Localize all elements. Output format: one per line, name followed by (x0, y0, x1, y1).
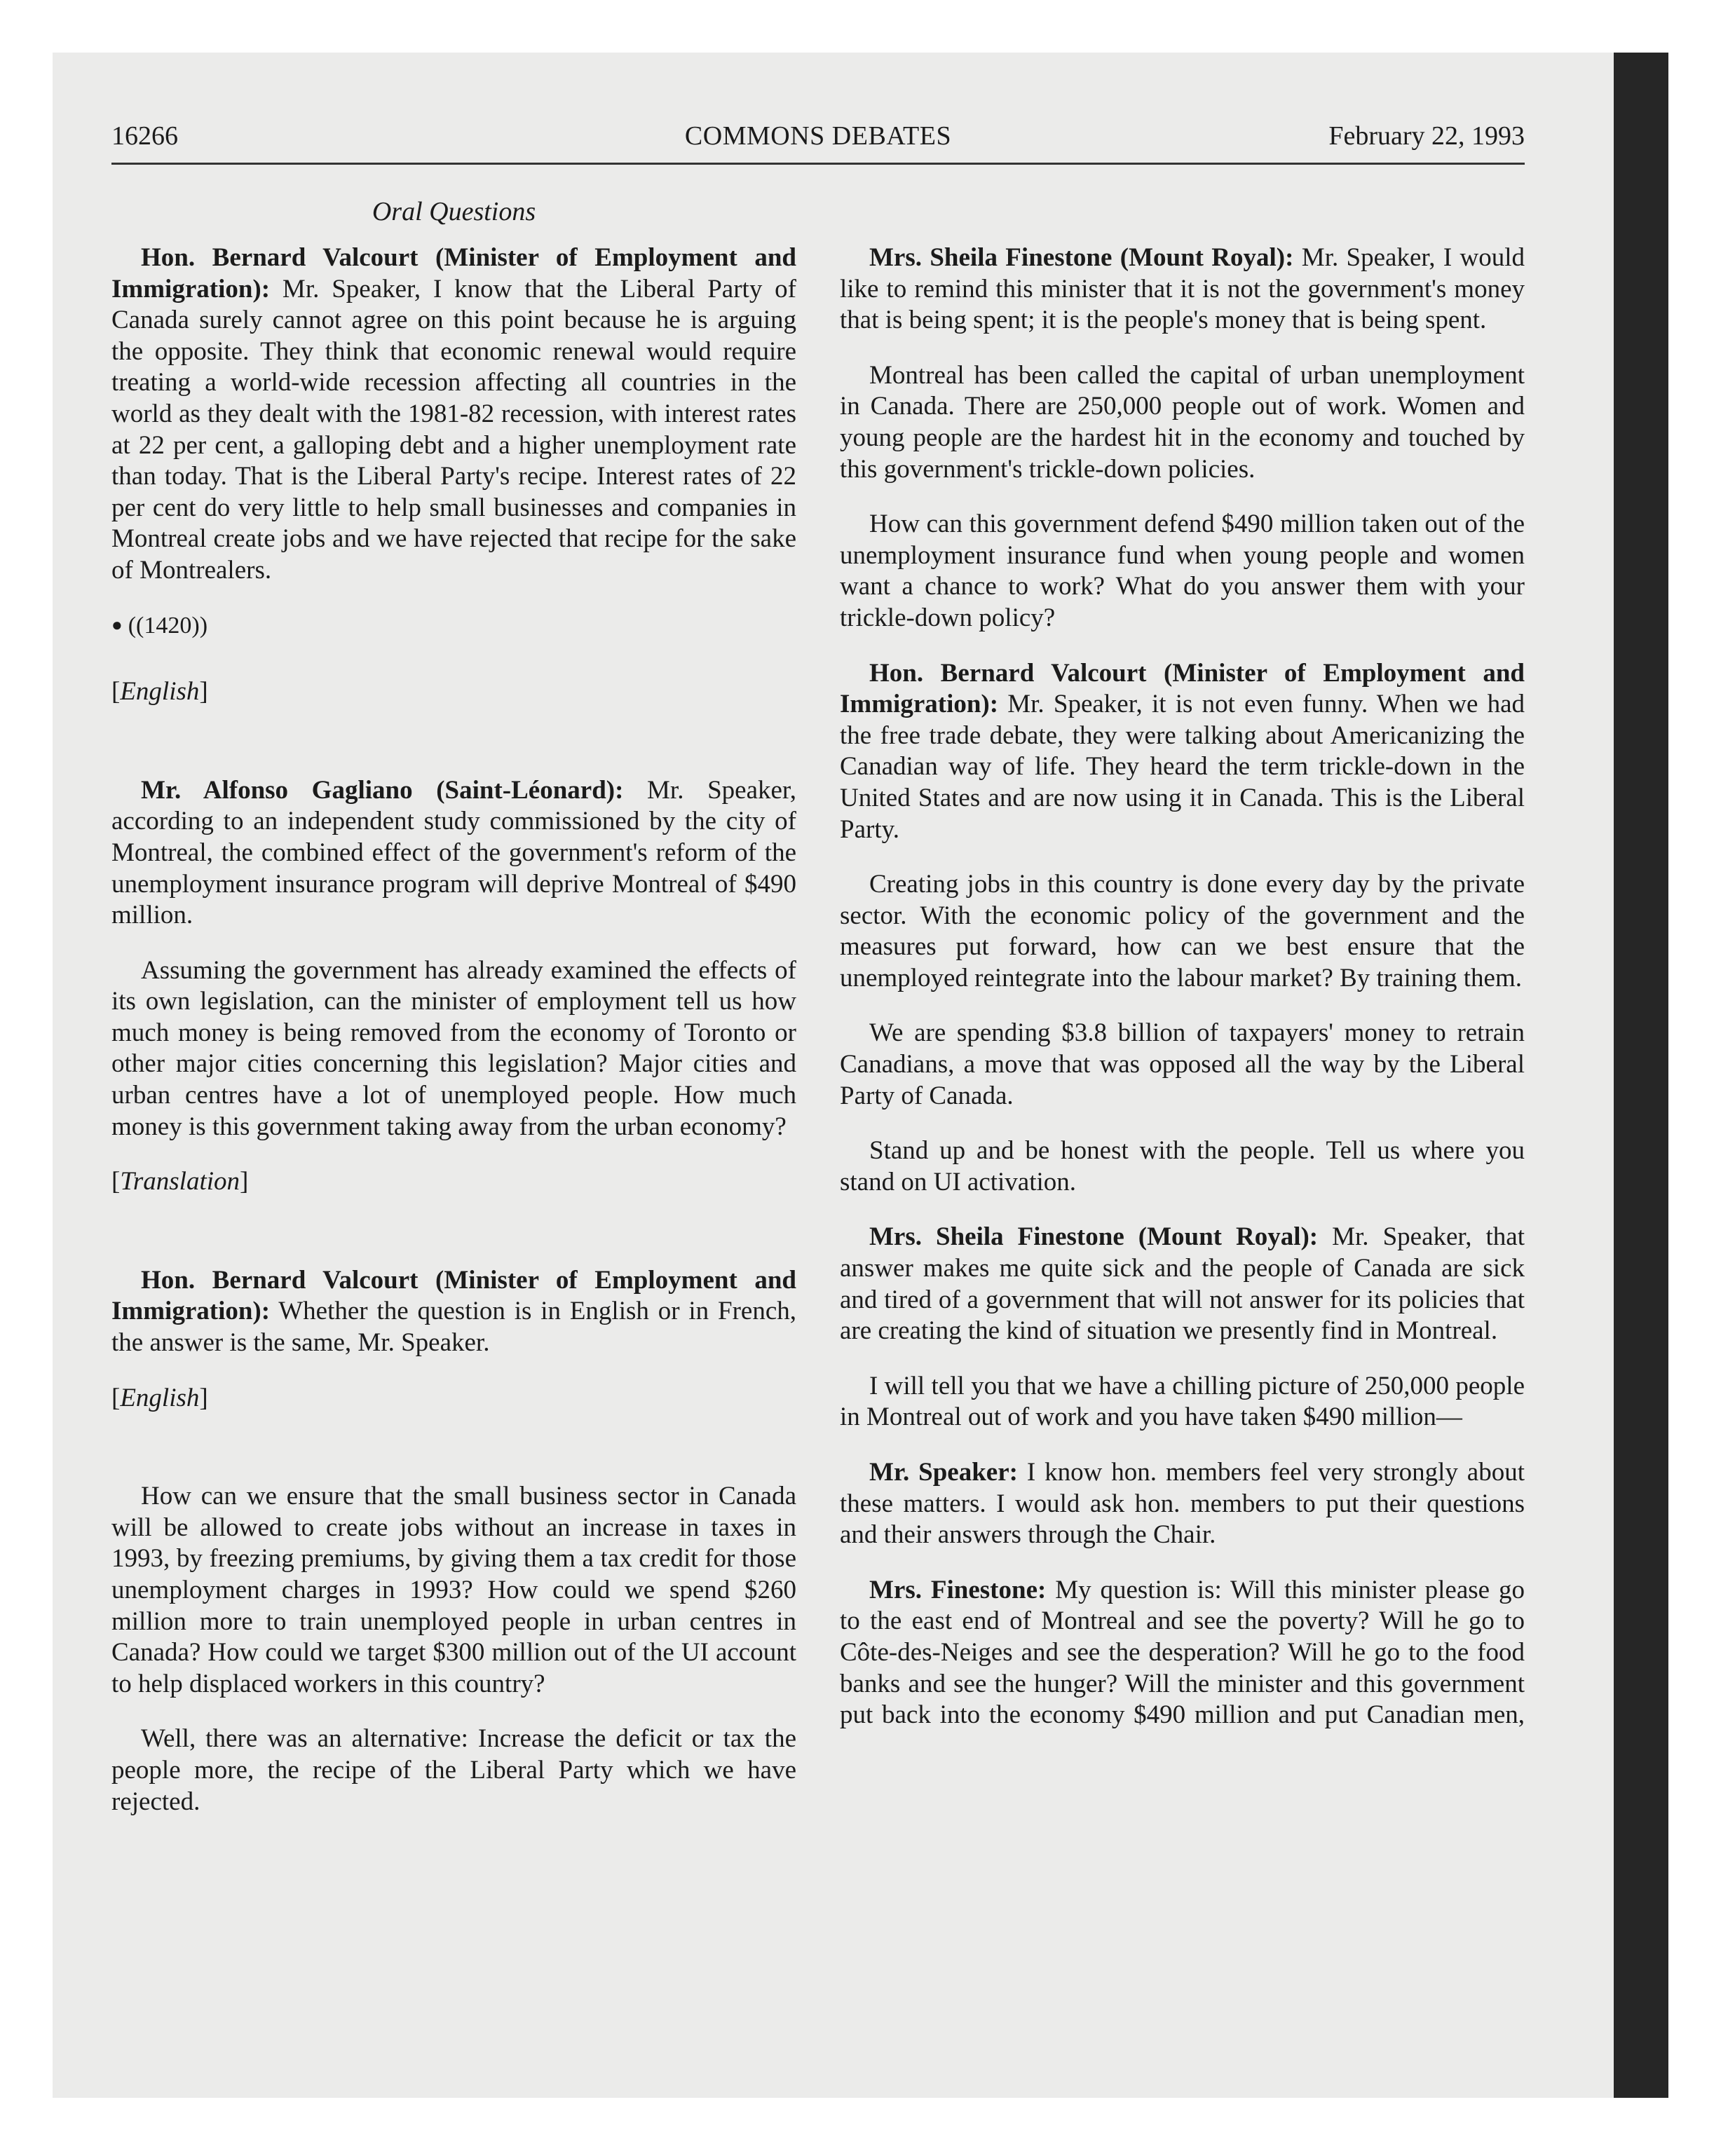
speech-text: Well, there was an alternative: Increase the deficit or tax the people more, the recipe of the Liberal Party which we have rejected. (111, 1724, 796, 1816)
speech-paragraph (840, 243, 1525, 336)
left-column (111, 243, 796, 1841)
paragraph (840, 360, 1525, 485)
speech-text: My question is: Will this minister please go to the east end of Montreal and see the poverty? Will he go to Côte-des-Neiges and see the desperation? Will he go to the food banks and see the hunger? Will the minister and this government put back into the economy $490 million and put Canadian men, (840, 1575, 1525, 1730)
running-head (111, 121, 1525, 163)
paragraph (111, 1724, 796, 1817)
speech-paragraph (840, 1575, 1525, 1731)
paragraph (840, 869, 1525, 994)
time-marker-value: (1420) (136, 612, 200, 639)
speech-text: How can this government defend $490 million taken out of the unemployment insurance fund when young people and women want a chance to work? What do you answer them with your trickle-down policy? (840, 510, 1525, 632)
issue-date: February 22, 1993 (1328, 121, 1525, 151)
speaker-name: Hon. Bernard Valcourt (Minister of Employment and Immigration): (840, 658, 1525, 719)
journal-title: COMMONS DEBATES (684, 121, 952, 151)
speech-text: Mr. Speaker, that answer makes me quite sick and the people of Canada are sick and tired of a government that will not answer for its policies that are creating the kind of situation we presently find in Montreal. (840, 1222, 1525, 1346)
speech-text: Assuming the government has already examined the effects of its own legislation, can the minister of employment tell us how much money is being removed from the economy of Toronto or other major cities concerning this legislation? Major cities and urban centres have a lot of unemployed people. How much money is this government taking away from the urban economy? (111, 955, 796, 1141)
speaker-name: Hon. Bernard Valcourt (Minister of Employment and Immigration): (111, 1265, 796, 1326)
speech-text: I will tell you that we have a chilling picture of 250,000 people in Montreal out of work and you have taken $490 million— (840, 1371, 1525, 1432)
right-column (840, 243, 1525, 1755)
speech-text: Stand up and be honest with the people. Tell us where you stand on UI activation. (840, 1136, 1525, 1196)
header-rule (111, 163, 1525, 165)
speech-paragraph (111, 775, 796, 932)
speaker-name: Hon. Bernard Valcourt (Minister of Employment and Immigration): (111, 243, 796, 303)
speech-text: Mr. Speaker, according to an independent study commissioned by the city of Montreal, the combined effect of the government's reform of the unemployment insurance program will deprive Montreal of $490 million. (111, 775, 796, 930)
page-number: 16266 (111, 121, 178, 151)
language-tag: [English] (111, 677, 208, 707)
speech-paragraph (840, 658, 1525, 846)
speech-text: Montreal has been called the capital of urban unemployment in Canada. There are 250,000 people out of work. Women and young people are the hardest hit in the economy and touched by this government's trickle-down policies. (840, 360, 1525, 484)
language-name: English (120, 677, 200, 707)
speech-paragraph (840, 1222, 1525, 1346)
time-marker: ● ((1420)) (111, 612, 208, 639)
speech-text: Whether the question is in English or in French, the answer is the same, Mr. Speaker. (111, 1297, 796, 1358)
speech-text: Mr. Speaker, I would like to remind this minister that it is not the government's money that is being spent; it is the people's money that is being spent. (840, 243, 1525, 335)
language-name: English (120, 1383, 200, 1412)
paragraph (111, 955, 796, 1143)
speech-text: I know hon. members feel very strongly about these matters. I would ask hon. members to put their questions and their answers through the Chair. (840, 1458, 1525, 1550)
speaker-name: Mrs. Sheila Finestone (Mount Royal): (869, 1222, 1319, 1252)
language-name: Translation (120, 1167, 240, 1196)
paragraph (840, 1018, 1525, 1112)
speech-text: Mr. Speaker, I know that the Liberal Party of Canada surely cannot agree on this point because he is arguing the opposite. They think that economic renewal would require treating a world-wide recession affecting all countries in the world as they dealt with the 1981-82 recession, with interest rates at 22 per cent, a galloping debt and a higher unemployment rate than today. That is the Liberal Party's recipe. Interest rates of 22 per cent do very little to help small businesses and companies in Montreal create jobs and we have rejected that recipe for the sake of Montrealers. (111, 274, 796, 585)
paragraph (111, 1481, 796, 1700)
language-tag: [Translation] (111, 1167, 249, 1196)
speech-text: Mr. Speaker, it is not even funny. When we had the free trade debate, they were talking about Americanizing the Canadian way of life. They heard the term trickle-down in the United States and are now using it in Canada. This is the Liberal Party. (840, 690, 1525, 844)
language-tag: [English] (111, 1383, 208, 1412)
speaker-name: Mrs. Finestone: (869, 1575, 1047, 1604)
speech-paragraph (840, 1457, 1525, 1551)
paragraph (840, 1135, 1525, 1198)
bullet-icon: ● (111, 614, 123, 635)
speech-text: We are spending $3.8 billion of taxpayers' money to retrain Canadians, a move that was opposed all the way by the Liberal Party of Canada. (840, 1018, 1525, 1110)
speaker-name: Mrs. Sheila Finestone (Mount Royal): (869, 243, 1294, 272)
section-title: Oral Questions (372, 197, 536, 226)
paragraph (840, 1371, 1525, 1433)
speech-text: Creating jobs in this country is done every day by the private sector. With the economic policy of the government and the measures put forward, how can we best ensure that the unemployed reintegrate into the labour market? By training them. (840, 870, 1525, 992)
speech-text: How can we ensure that the small business sector in Canada will be allowed to create jobs without an increase in taxes in 1993, by freezing premiums, by giving them a tax credit for those unemployment charges in 1993? How could we spend $260 million more to train unemployed people in urban centres in Canada? How could we target $300 million out of the UI account to help displaced workers in this country? (111, 1482, 796, 1698)
paragraph (840, 509, 1525, 634)
speech-paragraph (111, 1265, 796, 1359)
speech-paragraph (111, 243, 796, 587)
speaker-name: Mr. Speaker: (869, 1458, 1018, 1487)
speaker-name: Mr. Alfonso Gagliano (Saint-Léonard): (141, 775, 624, 805)
